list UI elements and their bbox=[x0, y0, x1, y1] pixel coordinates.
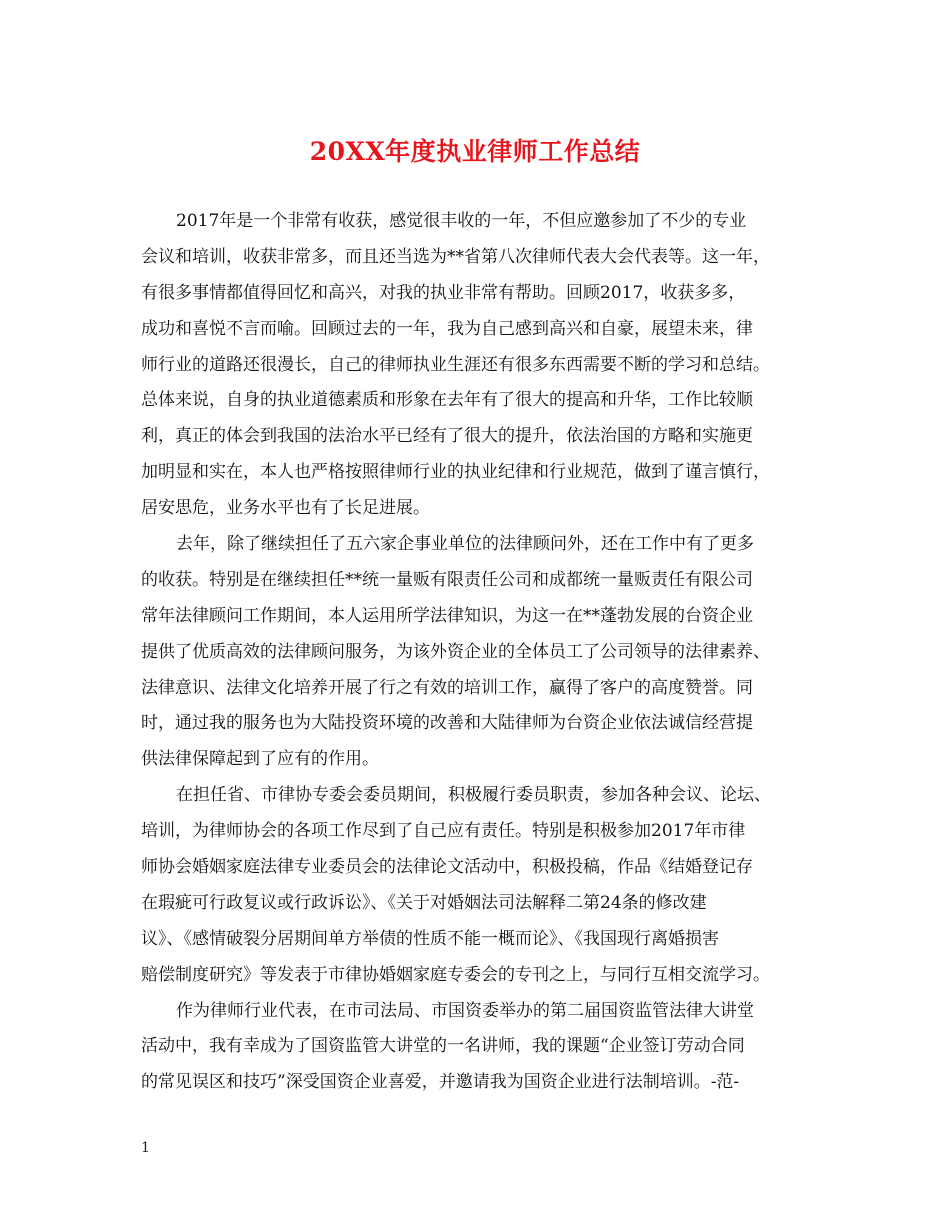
paragraph-line: 会议和培训，收获非常多，而且还当选为**省第八次律师代表大会代表等。这一年， bbox=[141, 246, 770, 267]
paragraph-line: 师行业的道路还很漫长，自己的律师执业生涯还有很多东西需要不断的学习和总结。 bbox=[141, 354, 770, 375]
paragraph-line: 总体来说，自身的执业道德素质和形象在去年有了很大的提高和升华，工作比较顺 bbox=[141, 390, 753, 411]
paragraph-line: 的常见误区和技巧”深受国资企业喜爱，并邀请我为国资企业进行法制培训。-范- bbox=[141, 1072, 740, 1093]
paragraph-line: 赔偿制度研究》等发表于市律协婚姻家庭专委会的专刊之上，与同行互相交流学习。 bbox=[141, 964, 770, 985]
paragraph-line: 的收获。特别是在继续担任**统一量贩有限责任公司和成都统一量贩责任有限公司 bbox=[141, 569, 753, 590]
paragraph-line: 利，真正的体会到我国的法治水平已经有了很大的提升，依法治国的方略和实施更 bbox=[141, 426, 753, 447]
paragraph-first-line: 去年，除了继续担任了五六家企事业单位的法律顾问外，还在工作中有了更多 bbox=[176, 534, 754, 555]
paragraph-line: 议》、《感情破裂分居期间单方举债的性质不能一概而论》、《我国现行离婚损害 bbox=[141, 928, 719, 949]
paragraph bbox=[141, 778, 831, 993]
paragraph-line: 提供了优质高效的法律顾问服务，为该外资企业的全体员工了公司领导的法律素养、 bbox=[141, 641, 770, 662]
paragraph bbox=[141, 204, 831, 527]
paragraph-line: 活动中，我有幸成为了国资监管大讲堂的一名讲师，我的课题“企业签订劳动合同 bbox=[141, 1036, 745, 1057]
paragraph-first-line: 在担任省、市律协专委会委员期间，积极履行委员职责，参加各种会议、论坛、 bbox=[176, 785, 771, 806]
page-number: 1 bbox=[141, 1140, 150, 1156]
paragraph bbox=[141, 994, 831, 1102]
paragraph-line: 时，通过我的服务也为大陆投资环境的改善和大陆律师为台资企业依法诚信经营提 bbox=[141, 713, 753, 734]
paragraph-line: 成功和喜悦不言而喻。回顾过去的一年，我为自己感到高兴和自豪，展望未来，律 bbox=[141, 318, 753, 339]
paragraph-first-line: 2017年是一个非常有收获，感觉很丰收的一年，不但应邀参加了不少的专业 bbox=[176, 211, 747, 231]
paragraph-line: 居安思危，业务水平也有了长足进展。 bbox=[141, 498, 430, 519]
paragraph-line: 加明显和实在，本人也严格按照律师行业的执业纪律和行业规范，做到了谨言慎行， bbox=[141, 462, 770, 483]
document-title: 20XX年度执业律师工作总结 bbox=[309, 137, 641, 166]
paragraph-line: 常年法律顾问工作期间，本人运用所学法律知识，为这一在**蓬勃发展的台资企业 bbox=[141, 605, 753, 626]
paragraph-line: 师协会婚姻家庭法律专业委员会的法律论文活动中，积极投稿，作品《结婚登记存 bbox=[141, 857, 753, 878]
paragraph-first-line: 作为律师行业代表，在市司法局、市国资委举办的第二届国资监管法律大讲堂 bbox=[176, 1000, 754, 1021]
paragraph-line: 在瑕疵可行政复议或行政诉讼》、《关于对婚姻法司法解释二第24条的修改建 bbox=[141, 892, 707, 913]
paragraph-line: 供法律保障起到了应有的作用。 bbox=[141, 749, 379, 770]
paragraph-line: 有很多事情都值得回忆和高兴，对我的执业非常有帮助。回顾2017，收获多多， bbox=[141, 282, 746, 303]
paragraph-line: 培训，为律师协会的各项工作尽到了自己应有责任。特别是积极参加2017年市律 bbox=[141, 821, 746, 842]
document-body bbox=[141, 204, 831, 1101]
paragraph bbox=[141, 527, 831, 778]
paragraph-line: 法律意识、法律文化培养开展了行之有效的培训工作，赢得了客户的高度赞誉。同 bbox=[141, 677, 753, 698]
